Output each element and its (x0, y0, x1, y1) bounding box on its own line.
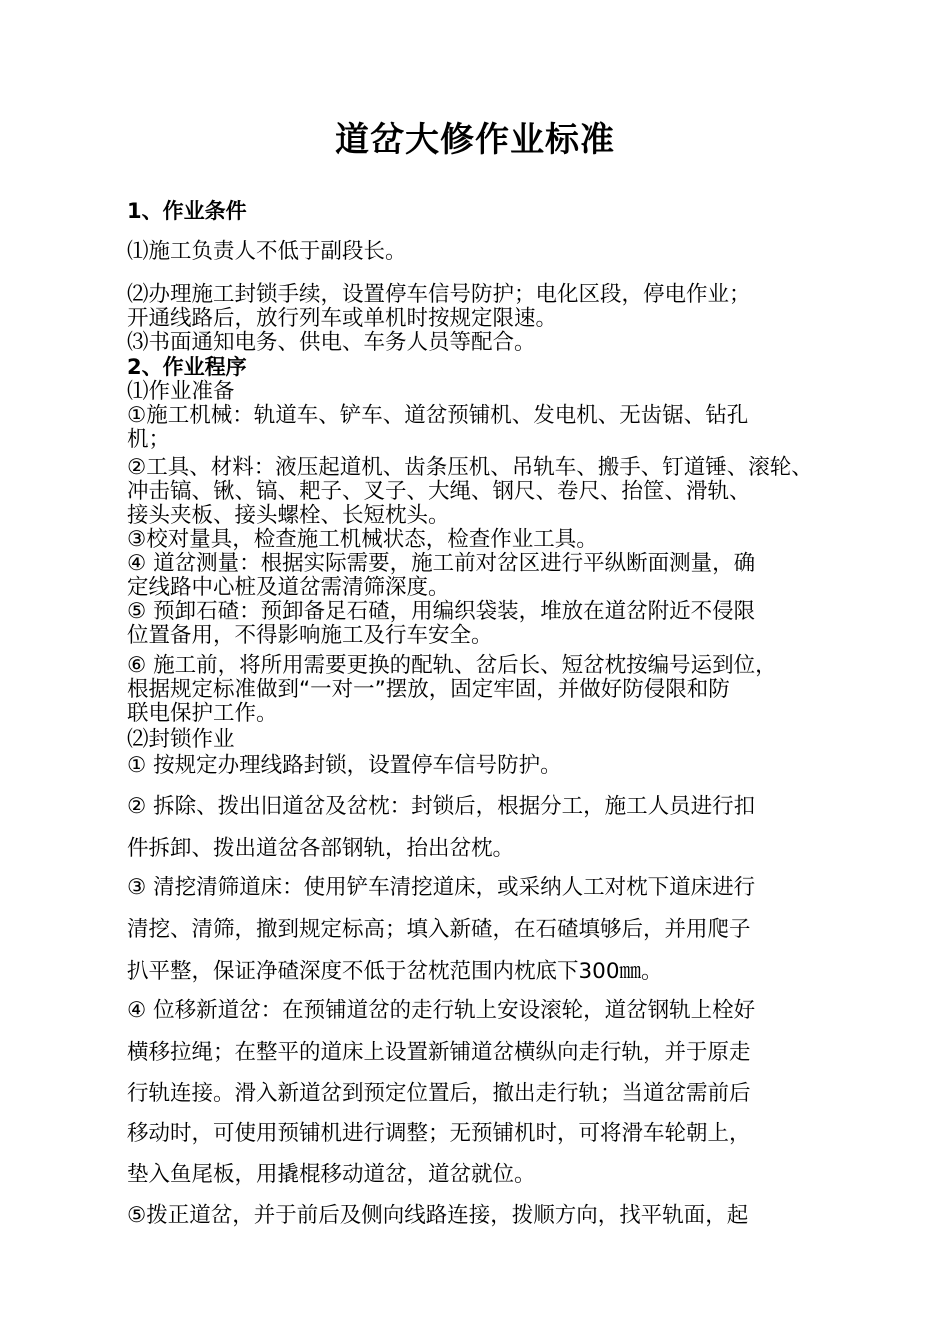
text-line: ④ 道岔测量：根据实际需要，施工前对岔区进行平纵断面测量，确 (127, 551, 756, 576)
text-line: 接头夹板、接头螺栓、长短枕头。 (127, 503, 450, 528)
text-line: 根据规定标准做到“一对一”摆放，固定牢固，并做好防侵限和防 (127, 677, 730, 702)
text-line: ③校对量具，检查施工机械状态，检查作业工具。 (127, 527, 598, 552)
text-line: ② 拆除、拨出旧道岔及岔枕：封锁后，根据分工，施工人员进行扣 (127, 794, 756, 819)
section-heading: 1、作业条件 (127, 199, 247, 223)
text-line: ⑴作业准备 (127, 379, 235, 404)
text-line: 横移拉绳；在整平的道床上设置新铺道岔横纵向走行轨，并于原走 (127, 1040, 751, 1065)
text-line: 清挖、清筛，撤到规定标高；填入新碴，在石碴填够后，并用爬子 (127, 917, 751, 942)
text-line: ④ 位移新道岔：在预铺道岔的走行轨上安设滚轮，道岔钢轨上栓好 (127, 998, 756, 1023)
document-title: 道岔大修作业标准 (335, 120, 615, 160)
text-line: ②工具、材料：液压起道机、齿条压机、吊轨车、搬手、钉道锤、滚轮、 (127, 455, 813, 480)
text-line: 扒平整，保证净碴深度不低于岔枕范围内枕底下300㎜。 (127, 959, 663, 984)
text-line: 定线路中心桩及道岔需清筛深度。 (127, 575, 450, 600)
text-line: 件拆卸、拨出道岔各部钢轨，抬出岔枕。 (127, 836, 515, 861)
text-line: ③ 清挖清筛道床：使用铲车清挖道床，或采纳人工对枕下道床进行 (127, 875, 756, 900)
text-line: ⑵封锁作业 (127, 727, 235, 752)
text-line: ①施工机械：轨道车、铲车、道岔预铺机、发电机、无齿锯、钻孔 (127, 403, 749, 428)
text-line: ⑥ 施工前，将所用需要更换的配轨、岔后长、短岔枕按编号运到位， (127, 653, 777, 678)
text-line: ⑤ 预卸石碴：预卸备足石碴，用编织袋装，堆放在道岔附近不侵限 (127, 599, 756, 624)
text-line: 机； (127, 427, 171, 452)
section-heading: 2、作业程序 (127, 355, 247, 379)
text-line: ① 按规定办理线路封锁，设置停车信号防护。 (127, 753, 562, 778)
text-line: ⑶书面通知电务、供电、车务人员等配合。 (127, 330, 536, 355)
text-line: 冲击镐、锹、镐、耙子、叉子、大绳、钢尺、卷尺、抬筐、滑轨、 (127, 479, 751, 504)
text-line: 开通线路后，放行列车或单机时按规定限速。 (127, 306, 558, 331)
text-line: 垫入鱼尾板，用撬棍移动道岔，道岔就位。 (127, 1162, 536, 1187)
text-line: 联电保护工作。 (127, 701, 278, 726)
text-line: 行轨连接。滑入新道岔到预定位置后，撤出走行轨；当道岔需前后 (127, 1081, 751, 1106)
text-line: ⑵办理施工封锁手续，设置停车信号防护；电化区段，停电作业； (127, 282, 751, 307)
text-line: ⑴施工负责人不低于副段长。 (127, 239, 407, 264)
text-line: 位置备用，不得影响施工及行车安全。 (127, 623, 493, 648)
text-line: 移动时，可使用预铺机进行调整；无预铺机时，可将滑车轮朝上， (127, 1121, 751, 1146)
text-line: ⑤拨正道岔，并于前后及侧向线路连接，拨顺方向，找平轨面，起 (127, 1203, 749, 1228)
